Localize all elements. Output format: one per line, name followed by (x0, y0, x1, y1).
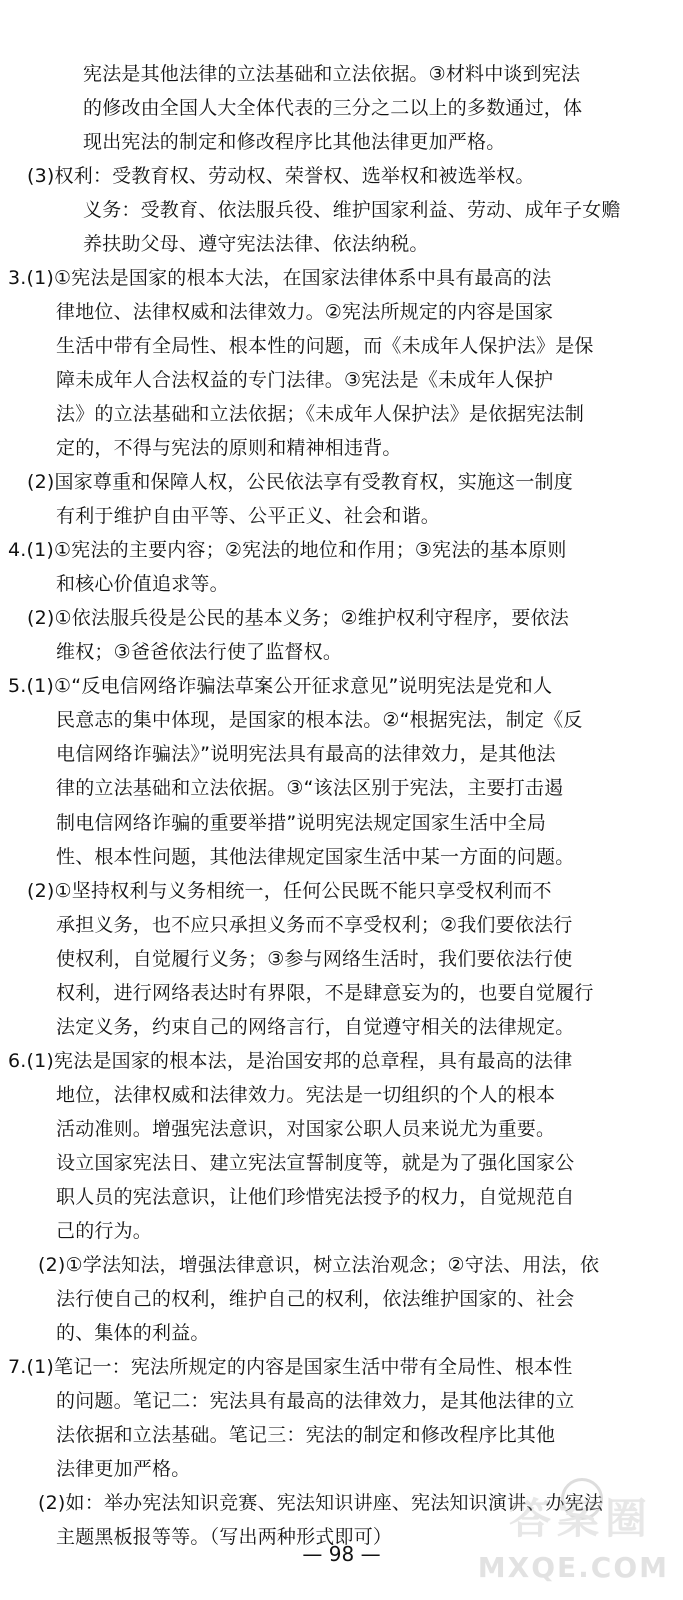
text-line: 维权；③爸爸依法行使了监督权。 (56, 641, 343, 663)
text-line: 法定义务，约束自己的网络言行，自觉遵守相关的法律规定。 (56, 1016, 575, 1038)
text-line: 4.(1)①宪法的主要内容；②宪法的地位和作用；③宪法的基本原则 (8, 539, 567, 561)
text-line: 宪法是其他法律的立法基础和立法依据。③材料中谈到宪法 (83, 63, 581, 85)
text-line: 法依据和立法基础。笔记三：宪法的制定和修改程序比其他 (56, 1424, 556, 1446)
text-line: 法》的立法基础和立法依据；《未成年人保护法》是依据宪法制 (56, 403, 585, 425)
text-line: 己的行为。 (56, 1220, 153, 1242)
text-line: (2)①坚持权利与义务相统一，任何公民既不能只享受权利而不 (27, 880, 552, 902)
text-line: 权利，进行网络表达时有界限，不是肆意妄为的，也要自觉履行 (56, 982, 594, 1004)
text-line: 性、根本性问题，其他法律规定国家生活中某一方面的问题。 (56, 846, 575, 868)
text-line: 生活中带有全局性、根本性的问题，而《未成年人保护法》是保 (56, 335, 594, 357)
text-line: 义务：受教育、依法服兵役、维护国家利益、劳动、成年子女赡 (83, 199, 621, 221)
text-line: 民意志的集中体现，是国家的根本法。②“根据宪法，制定《反 (56, 709, 583, 731)
watermark-text-en: MXQE.COM (477, 1551, 669, 1584)
text-line: 活动准则。增强宪法意识，对国家公职人员来说尤为重要。 (56, 1118, 556, 1140)
text-line: 的问题。笔记二：宪法具有最高的法律效力，是其他法律的立 (56, 1390, 575, 1412)
text-line: 障未成年人合法权益的专门法律。③宪法是《未成年人保护 (56, 369, 554, 391)
text-line: 电信网络诈骗法》”说明宪法具有最高的法律效力，是其他法 (56, 743, 556, 765)
text-line: (3)权利：受教育权、劳动权、荣誉权、选举权和被选举权。 (27, 165, 535, 187)
text-line: 有利于维护自由平等、公平正义、社会和谐。 (56, 505, 441, 527)
text-line: 法行使自己的权利，维护自己的权利，依法维护国家的、社会 (56, 1288, 575, 1310)
text-line: 设立国家宪法日、建立宪法宣誓制度等，就是为了强化国家公 (56, 1152, 575, 1174)
text-line: 律地位、法律权威和法律效力。②宪法所规定的内容是国家 (56, 301, 554, 323)
text-line: 法律更加严格。 (56, 1458, 191, 1480)
text-line: (2)①学法知法，增强法律意识，树立法治观念；②守法、用法，依 (38, 1254, 600, 1276)
text-line: 3.(1)①宪法是国家的根本大法，在国家法律体系中具有最高的法 (8, 267, 552, 289)
text-line: 承担义务，也不应只承担义务而不享受权利；②我们要依法行 (56, 914, 573, 936)
text-line: (2)如：举办宪法知识竞赛、宪法知识讲座、宪法知识演讲、办宪法 (38, 1492, 604, 1514)
text-line: (2)国家尊重和保障人权，公民依法享有受教育权，实施这一制度 (27, 471, 573, 493)
text-line: 的修改由全国人大全体代表的三分之二以上的多数通过，体 (83, 97, 583, 119)
text-line: 7.(1)笔记一：宪法所规定的内容是国家生活中带有全局性、根本性 (8, 1356, 573, 1378)
text-line: 律的立法基础和立法依据。③“该法区别于宪法，主要打击遏 (56, 777, 564, 799)
text-line: (2)①依法服兵役是公民的基本义务；②维护权利守程序，要依法 (27, 607, 569, 629)
text-line: 制电信网络诈骗的重要举措”说明宪法规定国家生活中全局 (56, 812, 547, 834)
text-line: 的、集体的利益。 (56, 1322, 210, 1344)
text-line: 主题黑板报等等。（写出两种形式即可） (56, 1526, 393, 1548)
text-line: 5.(1)①“反电信网络诈骗法草案公开征求意见”说明宪法是党和人 (8, 675, 553, 697)
page-number: — 98 — (302, 1542, 381, 1566)
text-line: 现出宪法的制定和修改程序比其他法律更加严格。 (83, 131, 506, 153)
text-line: 6.(1)宪法是国家的根本法，是治国安邦的总章程，具有最高的法律 (8, 1050, 573, 1072)
text-line: 定的，不得与宪法的原则和精神相违背。 (56, 437, 402, 459)
text-line: 养扶助父母、遵守宪法法律、依法纳税。 (83, 233, 429, 255)
text-line: 地位，法律权威和法律效力。宪法是一切组织的个人的根本 (56, 1084, 556, 1106)
watermark-text-cn: 答案圈 (508, 1494, 653, 1543)
text-line: 职人员的宪法意识，让他们珍惜宪法授予的权力，自觉规范自 (56, 1186, 575, 1208)
watermark-logo (477, 1482, 673, 1592)
text-line: 和核心价值追求等。 (56, 573, 229, 595)
text-line: 使权利，自觉履行义务；③参与网络生活时，我们要依法行使 (56, 948, 573, 970)
